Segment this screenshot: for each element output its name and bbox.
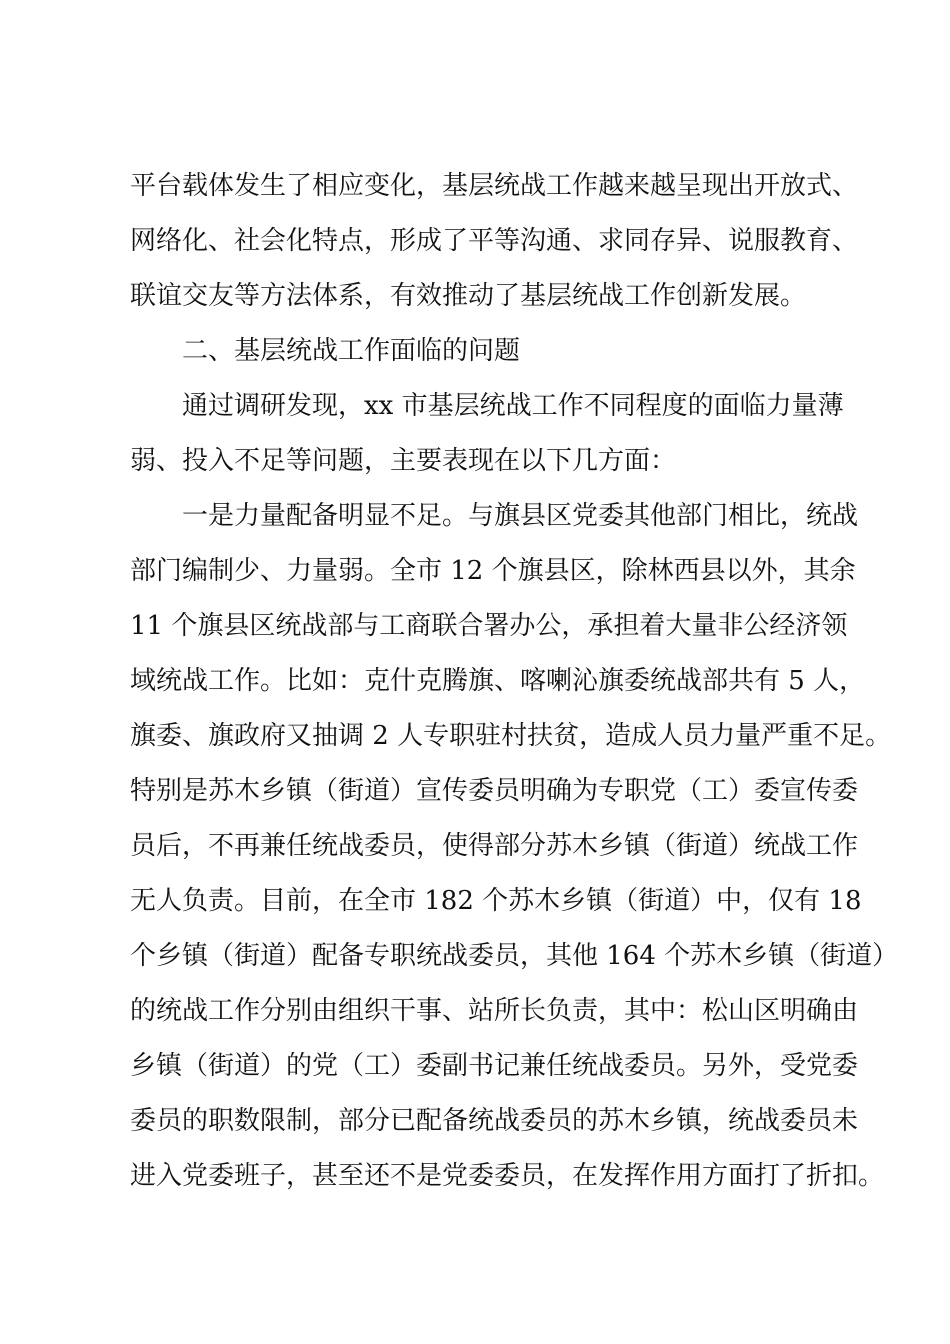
paragraph-line: 域统战工作。比如：克什克腾旗、喀喇沁旗委统战部共有 5 人， bbox=[130, 666, 866, 696]
paragraph-line: 特别是苏木乡镇（街道）宣传委员明确为专职党（工）委宣传委 bbox=[130, 776, 859, 806]
paragraph-line: 旗委、旗政府又抽调 2 人专职驻村扶贫，造成人员力量严重不足。 bbox=[130, 721, 892, 751]
paragraph-line: 通过调研发现，xx 市基层统战工作不同程度的面临力量薄 bbox=[182, 391, 844, 421]
paragraph-line: 个乡镇（街道）配备专职统战委员，其他 164 个苏木乡镇（街道） bbox=[130, 941, 899, 971]
paragraph-line: 网络化、社会化特点，形成了平等沟通、求同存异、说服教育、 bbox=[130, 226, 859, 256]
paragraph-line: 一是力量配备明显不足。与旗县区党委其他部门相比，统战 bbox=[182, 501, 859, 531]
paragraph-line: 员后，不再兼任统战委员，使得部分苏木乡镇（街道）统战工作 bbox=[130, 831, 859, 861]
paragraph-line: 11 个旗县区统战部与工商联合署办公，承担着大量非公经济领 bbox=[130, 611, 848, 641]
paragraph-line: 联谊交友等方法体系，有效推动了基层统战工作创新发展。 bbox=[130, 281, 807, 311]
paragraph-line: 的统战工作分别由组织干事、站所长负责，其中：松山区明确由 bbox=[130, 996, 859, 1026]
paragraph-line: 无人负责。目前，在全市 182 个苏木乡镇（街道）中，仅有 18 bbox=[130, 886, 862, 916]
paragraph-line: 委员的职数限制，部分已配备统战委员的苏木乡镇，统战委员未 bbox=[130, 1106, 859, 1136]
paragraph-line: 部门编制少、力量弱。全市 12 个旗县区，除林西县以外，其余 bbox=[130, 556, 856, 586]
paragraph-line: 进入党委班子，甚至还不是党委委员，在发挥作用方面打了折扣。 bbox=[130, 1161, 885, 1191]
section-heading: 二、基层统战工作面临的问题 bbox=[182, 336, 521, 366]
paragraph-line: 弱、投入不足等问题，主要表现在以下几方面： bbox=[130, 446, 677, 476]
paragraph-line: 平台载体发生了相应变化，基层统战工作越来越呈现出开放式、 bbox=[130, 171, 859, 201]
paragraph-line: 乡镇（街道）的党（工）委副书记兼任统战委员。另外，受党委 bbox=[130, 1051, 859, 1081]
